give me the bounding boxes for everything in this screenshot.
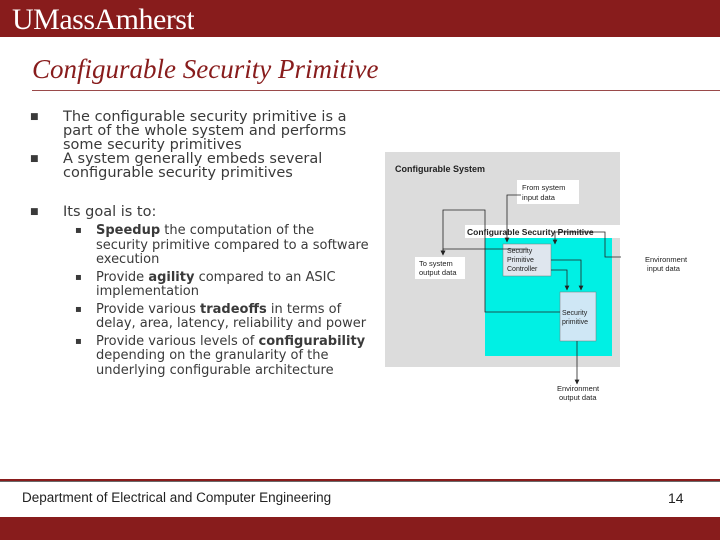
footer-bar xyxy=(0,517,720,540)
page-number: 14 xyxy=(668,490,684,506)
sub-bullet-list xyxy=(63,224,370,378)
to-system-output-line2: output data xyxy=(419,268,457,277)
controller-label-line3: Controller xyxy=(507,266,538,273)
bullet-text: Its goal is to: xyxy=(63,204,157,220)
from-system-input-line2: input data xyxy=(522,193,555,202)
system-diagram xyxy=(385,152,719,410)
bullet-text: The configurable security primitive is a part of the whole system and performs some security primitives xyxy=(63,109,347,153)
to-system-output-line1: To system xyxy=(419,259,453,268)
from-system-input-line1: From system xyxy=(522,183,566,192)
configurable-system-label: Configurable System xyxy=(395,164,486,174)
environment-output-line2: output data xyxy=(559,393,597,402)
sub-bullet-item xyxy=(63,335,370,379)
dot-bullet-icon: ▪ xyxy=(75,335,82,347)
square-bullet-icon: ■ xyxy=(30,207,39,217)
sub-bullet-text: compared to an ASIC implementation xyxy=(96,269,336,299)
bullet-item xyxy=(30,110,370,152)
square-bullet-icon: ■ xyxy=(30,112,39,122)
footer-department: Department of Electrical and Computer Engineering xyxy=(22,490,332,505)
bullet-item xyxy=(30,205,370,219)
bullet-item xyxy=(30,152,370,180)
square-bullet-icon: ■ xyxy=(30,154,39,164)
sub-bullet-text: in terms of delay, area, latency, reliability and power xyxy=(96,301,367,331)
bullet-text: A system generally embeds several configurable security primitives xyxy=(63,151,323,181)
environment-input-line1: Environment xyxy=(645,255,688,264)
sub-bullet-keyword: configurability xyxy=(258,333,366,349)
sub-bullet-item xyxy=(63,271,370,300)
footer-divider xyxy=(0,481,720,482)
sub-bullet-item xyxy=(63,303,370,332)
security-primitive-line2: primitive xyxy=(562,319,589,326)
sub-bullet-text: the computation of the security primitive compared to a software execution xyxy=(96,223,369,267)
header-bar xyxy=(0,0,720,37)
environment-output-line1: Environment xyxy=(557,384,600,393)
controller-label-line1: Security xyxy=(507,248,533,255)
sub-bullet-prefix: Provide various levels of xyxy=(96,333,259,349)
sub-bullet-prefix: Provide xyxy=(96,269,149,285)
security-primitive-line1: Security xyxy=(562,310,588,317)
umass-logo: UMassAmherst xyxy=(12,5,195,36)
sub-bullet-item xyxy=(63,224,370,268)
controller-label-line2: Primitive xyxy=(507,257,534,264)
sub-bullet-text: depending on the granularity of the underlying configurable architecture xyxy=(96,348,334,378)
environment-input-line2: input data xyxy=(647,264,680,273)
dot-bullet-icon: ▪ xyxy=(75,303,82,315)
dot-bullet-icon: ▪ xyxy=(75,271,82,283)
slide-title: Configurable Security Primitive xyxy=(32,54,379,84)
sub-bullet-keyword: agility xyxy=(148,269,195,285)
sub-bullet-prefix: Provide various xyxy=(96,301,201,317)
sub-bullet-keyword: Speedup xyxy=(96,223,161,238)
dot-bullet-icon: ▪ xyxy=(75,225,82,236)
bullet-list xyxy=(30,110,370,381)
title-divider xyxy=(32,90,720,91)
configurable-primitive-label: Configurable Security Primitive xyxy=(467,227,594,237)
sub-bullet-keyword: tradeoffs xyxy=(200,301,267,317)
